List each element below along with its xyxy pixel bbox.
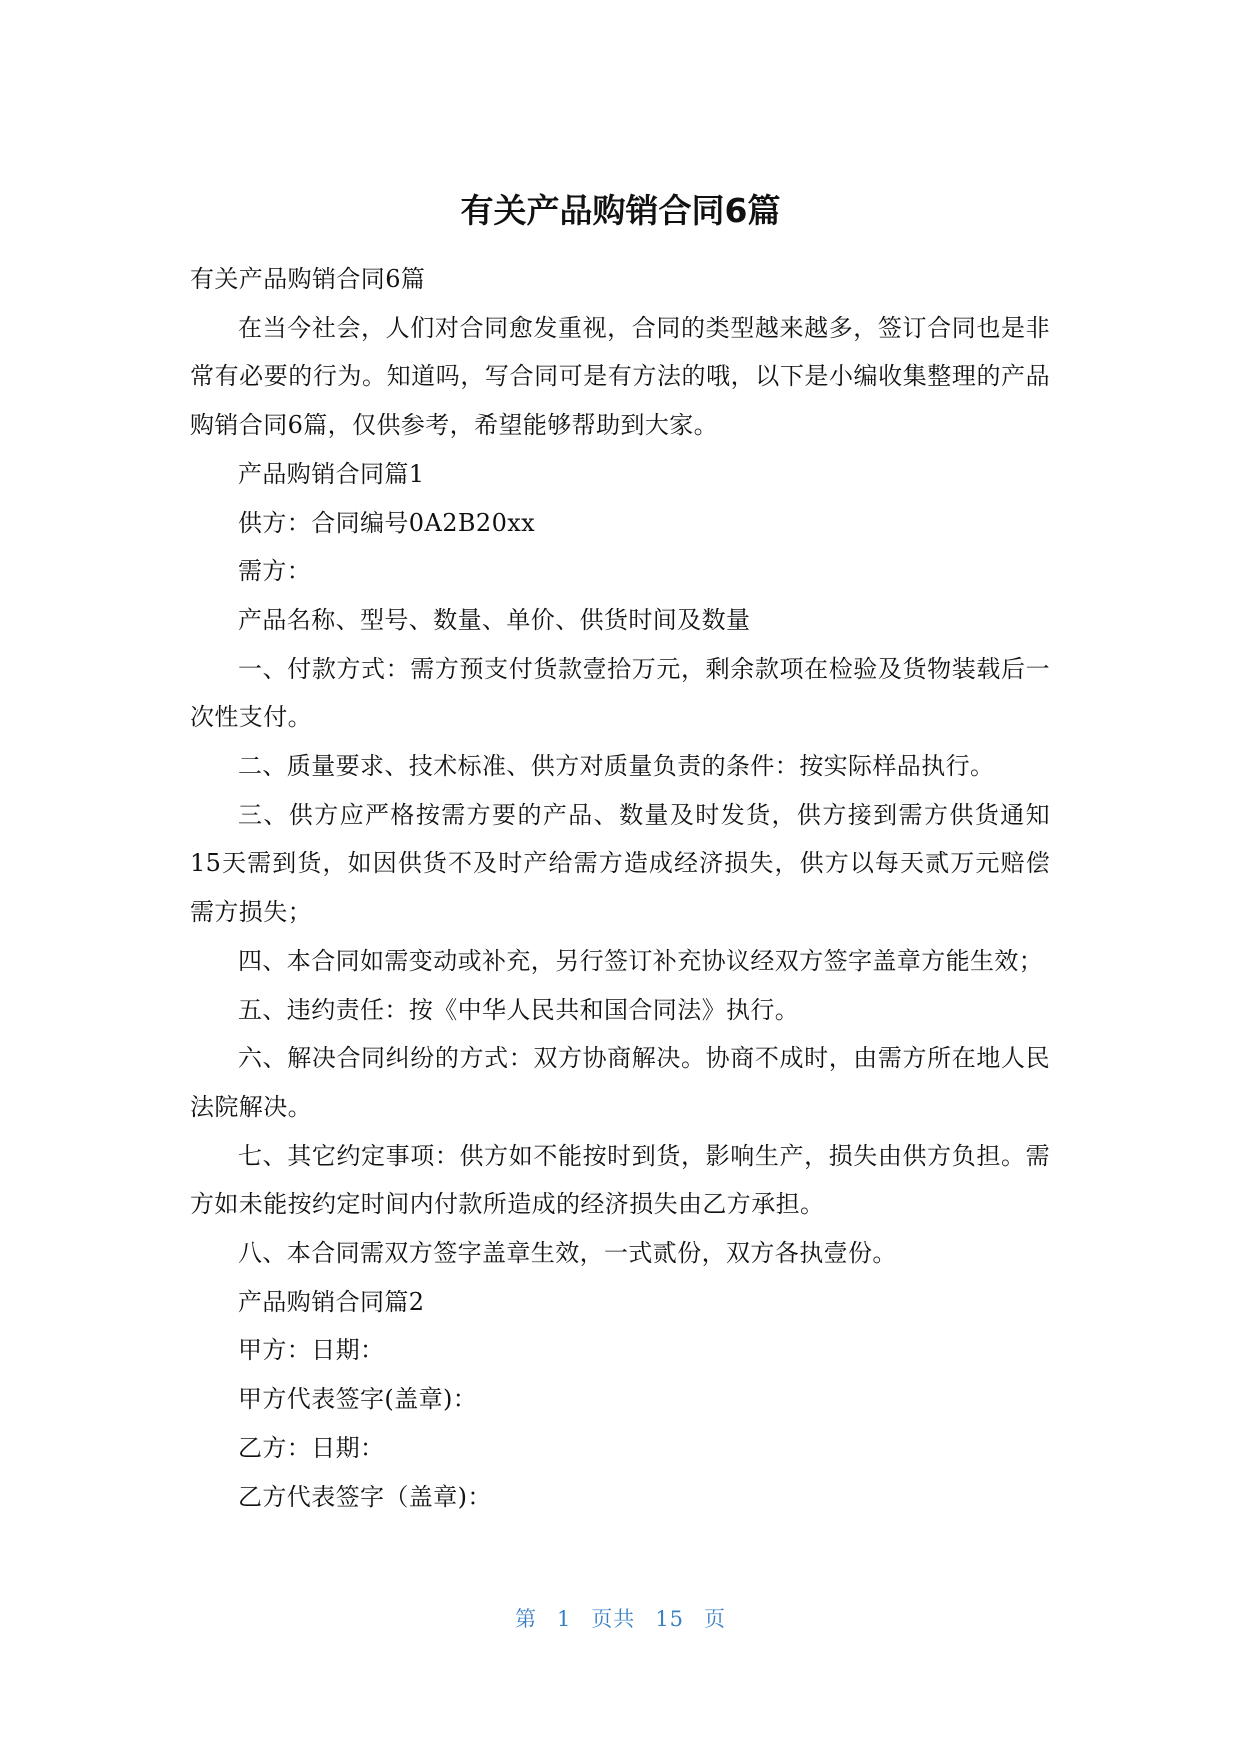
clause-7: 七、其它约定事项：供方如不能按时到货，影响生产，损失由供方负担。需方如未能按约定时间内付款所造成的经济损失由乙方承担。 xyxy=(190,1141,1050,1219)
section-heading-1: 产品购销合同篇1 xyxy=(238,459,425,488)
intro-paragraph: 在当今社会，人们对合同愈发重视，合同的类型越来越多，签订合同也是非常有必要的行为。知道吗，写合同可是有方法的哦，以下是小编收集整理的产品购销合同6篇，仅供参考，希望能够帮助到大家。 xyxy=(190,313,1050,440)
section-heading-2: 产品购销合同篇2 xyxy=(238,1287,425,1316)
party-b-signature-line: 乙方代表签字（盖章)： xyxy=(238,1482,492,1511)
party-a-date-line: 甲方：日期： xyxy=(238,1336,385,1365)
document-title: 有关产品购销合同6篇 xyxy=(460,191,781,230)
subtitle-line: 有关产品购销合同6篇 xyxy=(190,265,426,293)
clause-3: 三、供方应严格按需方要的产品、数量及时发货，供方接到需方供货通知15天需到货，如因供货不及时产给需方造成经济损失，供方以每天贰万元赔偿需方损失； xyxy=(190,800,1050,927)
clause-4: 四、本合同如需变动或补充，另行签订补充协议经双方签字盖章方能生效； xyxy=(238,946,1044,975)
document-body xyxy=(190,255,1050,1521)
product-info-line: 产品名称、型号、数量、单价、供货时间及数量 xyxy=(238,605,751,634)
clause-6: 六、解决合同纠纷的方式：双方协商解决。协商不成时，由需方所在地人民法院解决。 xyxy=(190,1044,1050,1121)
footer-suffix: 页 xyxy=(704,1607,727,1631)
page-footer xyxy=(0,1604,1241,1634)
total-pages-number: 15 xyxy=(655,1607,685,1631)
clause-5: 五、违约责任：按《中华人民共和国合同法》执行。 xyxy=(238,995,800,1024)
supplier-line: 供方：合同编号0A2B20xx xyxy=(238,508,536,537)
clause-8: 八、本合同需双方签字盖章生效，一式贰份，双方各执壹份。 xyxy=(238,1239,897,1268)
party-a-signature-line: 甲方代表签字(盖章)： xyxy=(238,1385,478,1414)
footer-middle: 页共 xyxy=(591,1607,636,1631)
clause-1: 一、付款方式：需方预支付货款壹拾万元，剩余款项在检验及货物装载后一次性支付。 xyxy=(190,654,1050,732)
current-page-number: 1 xyxy=(556,1607,572,1631)
clause-2: 二、质量要求、技术标准、供方对质量负责的条件：按实际样品执行。 xyxy=(238,752,995,781)
footer-prefix: 第 xyxy=(514,1607,537,1631)
buyer-line: 需方： xyxy=(238,557,312,586)
party-b-date-line: 乙方：日期： xyxy=(238,1433,385,1462)
